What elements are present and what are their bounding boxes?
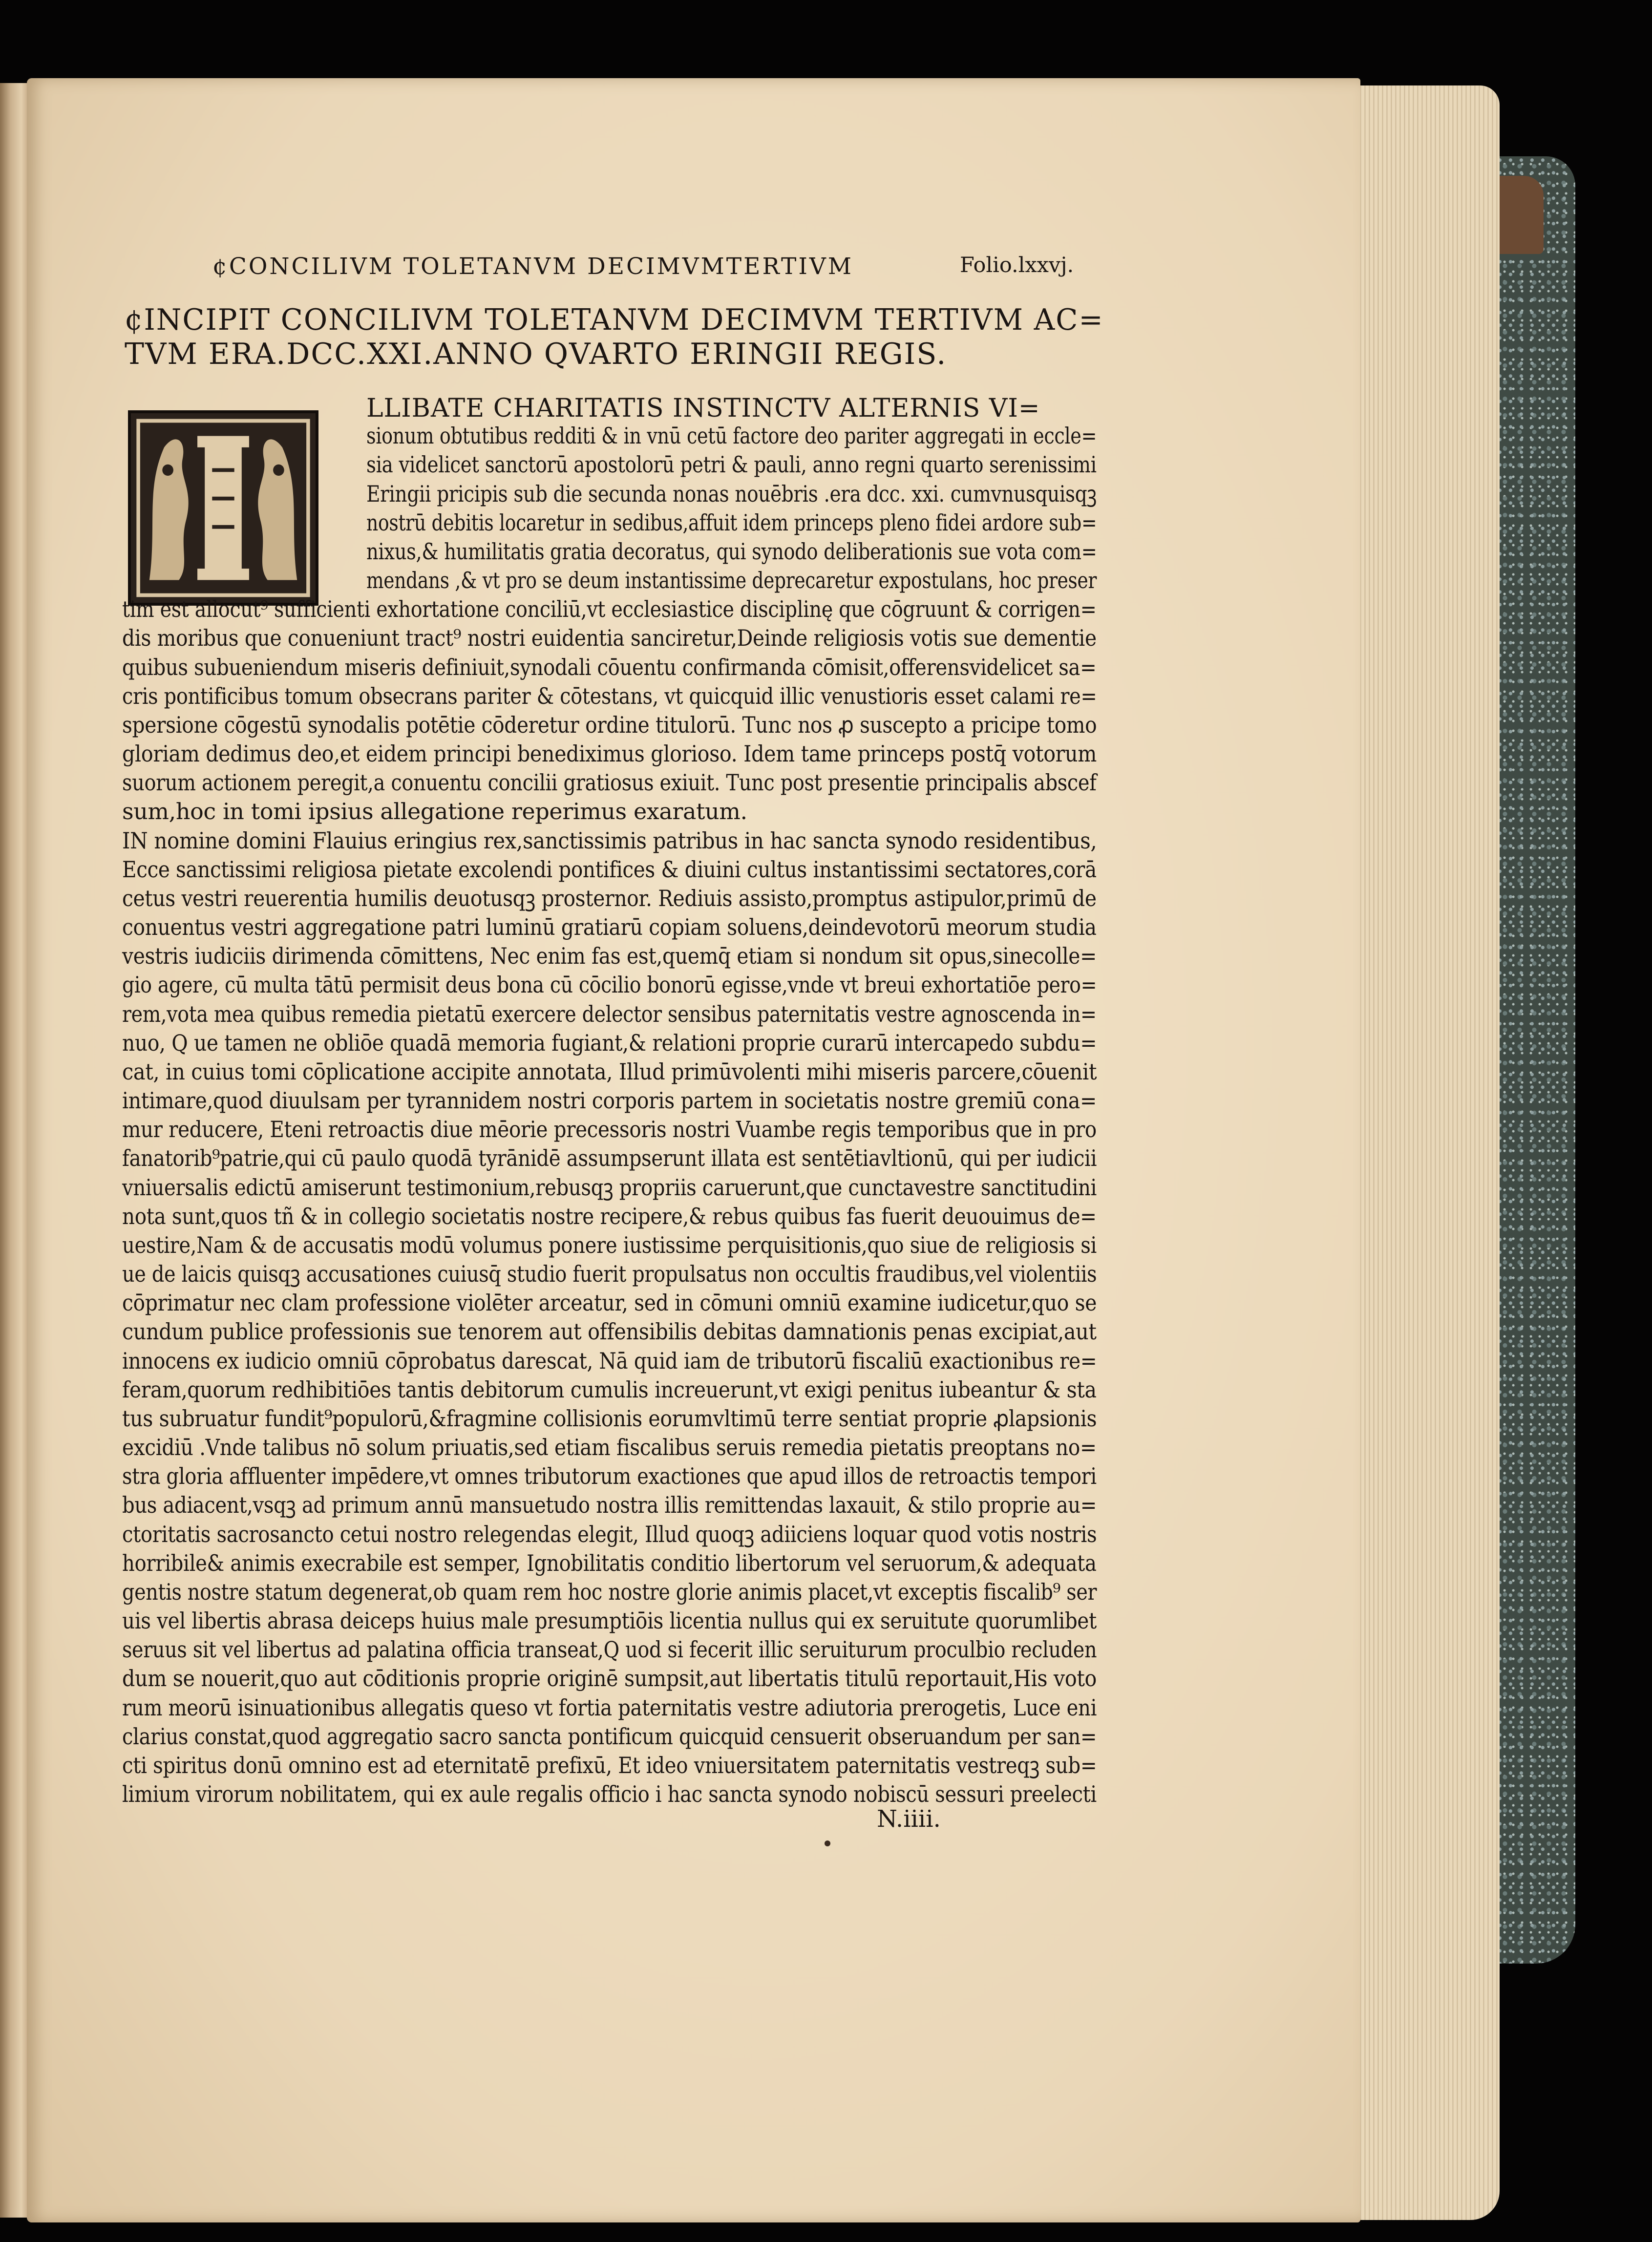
heading-line-1: ¢INCIPIT CONCILIVM TOLETANVM DECIMVM TERTIVM AC= — [125, 303, 1104, 337]
body-line: sum,hoc in tomi ipsius allegatione reperimus exaratum. — [122, 798, 747, 825]
body-line: dis moribus que conueniunt tract⁹ nostri euidentia sanciretur,Deinde religiosis votis sue dementie — [122, 625, 1097, 651]
body-line: fanatorib⁹patrie,qui cū paulo quodā tyrānidē assumpserunt illata est sentētiavltionū, qui per iudicii — [122, 1145, 1097, 1171]
body-line: dum se nouerit,quo aut cōditionis proprie originē sumpsit,aut libertatis titulū reportauit,His voto — [122, 1665, 1097, 1692]
body-line: Eringii pricipis sub die secunda nonas nouēbris .era dcc. xxi. cumvnusquisqꝫ — [366, 481, 1097, 507]
body-line: vestris iudiciis dirimenda cōmittens, Nec enim fas est,quemq̄ etiam si nondum sit opus,sinecolle= — [122, 943, 1097, 969]
body-line: vniuersalis edictū amiserunt testimonium,rebusqꝫ propriis caruerunt,que cunctavestre sanctitudini — [122, 1174, 1097, 1201]
body-line: rem,vota mea quibus remedia pietatū exercere delector sensibus paternitatis vestre agnoscenda in= — [122, 1001, 1097, 1027]
body-line: ue de laicis quisqꝫ accusationes cuiusq̄ studio fuerit propulsatus non occultis fraudibus,vel violentiis — [122, 1261, 1097, 1287]
body-line: stra gloria affluenter impēdere,vt omnes tributorum exactiones que apud illos de retroactis tempori — [122, 1463, 1097, 1489]
body-line: cetus vestri reuerentia humilis deuotusqꝫ prosternor. Rediuis assisto,promptus astipulor,primū de — [122, 885, 1097, 911]
body-line: IN nomine domini Flauius eringius rex,sanctissimis patribus in hac sancta synodo residentibus, — [122, 827, 1097, 854]
body-line: cōprimatur nec clam professione violēter arceatur, sed in cōmuni omniū examine iudicetur,quo se — [122, 1290, 1097, 1316]
body-line: nixus,& humilitatis gratia decoratus, qui synodo deliberationis sue vota com= — [366, 538, 1097, 565]
body-line: mur reducere, Eteni retroactis diue mēorie precessoris nostri Vuambe regis temporibus que in pro — [122, 1116, 1097, 1142]
body-line: bus adiacent,vsqꝫ ad primum annū mansuetudo nostra illis remittendas laxauit, & stilo proprie au= — [122, 1492, 1097, 1518]
ink-spot — [825, 1840, 830, 1846]
body-line: limium virorum nobilitatem, qui ex aule regalis officio i hac sancta synodo nobiscū sessuri preelecti — [122, 1781, 1097, 1807]
body-line: innocens ex iudicio omniū cōprobatus darescat, Nā quid iam de tributorū fiscaliū exactionibus re= — [122, 1348, 1097, 1374]
running-head: ¢CONCILIVM TOLETANVM DECIMVMTERTIVM — [212, 253, 853, 280]
body-line: nuo, Q ue tamen ne obliōe quadā memoria fugiant,& relationi proprie curarū intercapedo subdu= — [122, 1030, 1097, 1056]
body-line: ctoritatis sacrosancto cetui nostro relegendas elegit, Illud quoqꝫ adiiciens loquar quod votis nostris — [122, 1521, 1097, 1547]
body-line: horribile& animis execrabile est semper, Ignobilitatis conditio libertorum vel seruorum,& adequata — [122, 1550, 1097, 1576]
page-edges — [1353, 85, 1500, 2220]
body-line: cti spiritus donū omnino est ad eternitatē prefixū, Et ideo vniuersitatem paternitatis vestreqꝫ sub= — [122, 1752, 1097, 1778]
body-line: nota sunt,quos tñ & in collegio societatis nostre recipere,& rebus quibus fas fuerit deuouimus de= — [122, 1203, 1097, 1229]
body-line: tim est allocut⁹ sufficienti exhortatione conciliū,vt ecclesiastice disciplinę que cōgruunt & corrigen= — [122, 596, 1097, 622]
body-line: cat, in cuius tomi cōplicatione accipite annotata, Illud primūvolenti mihi miseris parcere,cōuenit — [122, 1058, 1097, 1085]
body-line: mendans ,& vt pro se deum instantissime deprecaretur expostulans, hoc preser — [366, 567, 1097, 593]
left-page-edge — [0, 83, 30, 2218]
body-line: cundum publice professionis sue tenorem aut offensibilis debitas damnationis penas excipiat,aut — [122, 1318, 1097, 1345]
body-line: spersione cōgestū synodalis potētie cōderetur ordine titulorū. Tunc nos ꝓ suscepto a pricipe tomo — [122, 712, 1097, 738]
folio-number: Folio.lxxvj. — [960, 253, 1074, 277]
body-line: sionum obtutibus redditi & in vnū cetū factore deo pariter aggregati in eccle= — [366, 423, 1097, 449]
body-line: feram,quorum redhibitiōes tantis debitorum cumulis increuerunt,vt exigi penitus iubeantur & sta — [122, 1376, 1097, 1403]
body-line: quibus subueniendum miseris definiuit,synodali cōuentu confirmanda cōmisit,offerensvidelicet sa= — [122, 654, 1097, 680]
body-line: gio agere, cū multa tātū permisit deus bona cū cōcilio bonorū egisse,vnde vt breui exhortatiōe pero= — [122, 972, 1097, 998]
body-line: uestire,Nam & de accusatis modū volumus ponere iustissime perquisitionis,quo siue de religiosis si — [122, 1232, 1097, 1258]
body-line: tus subruatur fundit⁹populorū,&fragmine collisionis eorumvltimū terre sentiat proprie ꝓlapsionis — [122, 1405, 1097, 1432]
body-line: cris pontificibus tomum obsecrans pariter & cōtestans, vt quicquid illic venustioris esset calami re= — [122, 683, 1097, 709]
heading-line-2: TVM ERA.DCC.XXI.ANNO QVARTO ERINGII REGIS. — [125, 337, 947, 371]
woodcut-initial-i-icon — [128, 410, 318, 606]
body-line: conuentus vestri aggregatione patri luminū gratiarū copiam soluens,deindevotorū meorum studia — [122, 914, 1097, 940]
body-line: LLIBATE CHARITATIS INSTINCTV ALTERNIS VI= — [366, 394, 1040, 423]
body-line: intimare,quod diuulsam per tyrannidem nostri corporis partem in societatis nostre gremiū cona= — [122, 1087, 1097, 1114]
body-line: uis vel libertis abrasa deiceps huius male presumptiōis licentia nullus qui ex seruitute quorumlibet — [122, 1607, 1097, 1634]
body-line: Ecce sanctissimi religiosa pietate excolendi pontifices & diuini cultus instantissimi sectatores,corā — [122, 856, 1097, 883]
body-line: rum meorū isinuationibus allegatis queso vt fortia paternitatis vestre adiutoria prerogetis, Luce eni — [122, 1694, 1097, 1721]
body-line: seruus sit vel libertus ad palatina officia transeat,Q uod si fecerit illic seruiturum proculbio recluden — [122, 1636, 1097, 1663]
body-line: gentis nostre statum degenerat,ob quam rem hoc nostre glorie animis placet,vt exceptis fiscalib⁹ ser — [122, 1579, 1097, 1605]
body-line: excidiū .Vnde talibus nō solum priuatis,sed etiam fiscalibus seruis remedia pietatis preoptans no= — [122, 1434, 1097, 1460]
body-line: gloriam dedimus deo,et eidem principi benediximus glorioso. Idem tame princeps postq̄ votorum — [122, 740, 1097, 767]
body-line: suorum actionem peregit,a conuentu concilii gratiosus exiuit. Tunc post presentie principalis abscef — [122, 769, 1097, 796]
body-line: sia videlicet sanctorū apostolorū petri & pauli, anno regni quarto serenissimi — [366, 451, 1097, 478]
signature-mark: N.iiii. — [877, 1805, 941, 1833]
body-line: nostrū debitis locaretur in sedibus,affuit idem princeps pleno fidei ardore sub= — [366, 509, 1097, 536]
body-line: clarius constat,quod aggregatio sacro sancta pontificum quicquid censuerit obseruandum per san= — [122, 1723, 1097, 1750]
